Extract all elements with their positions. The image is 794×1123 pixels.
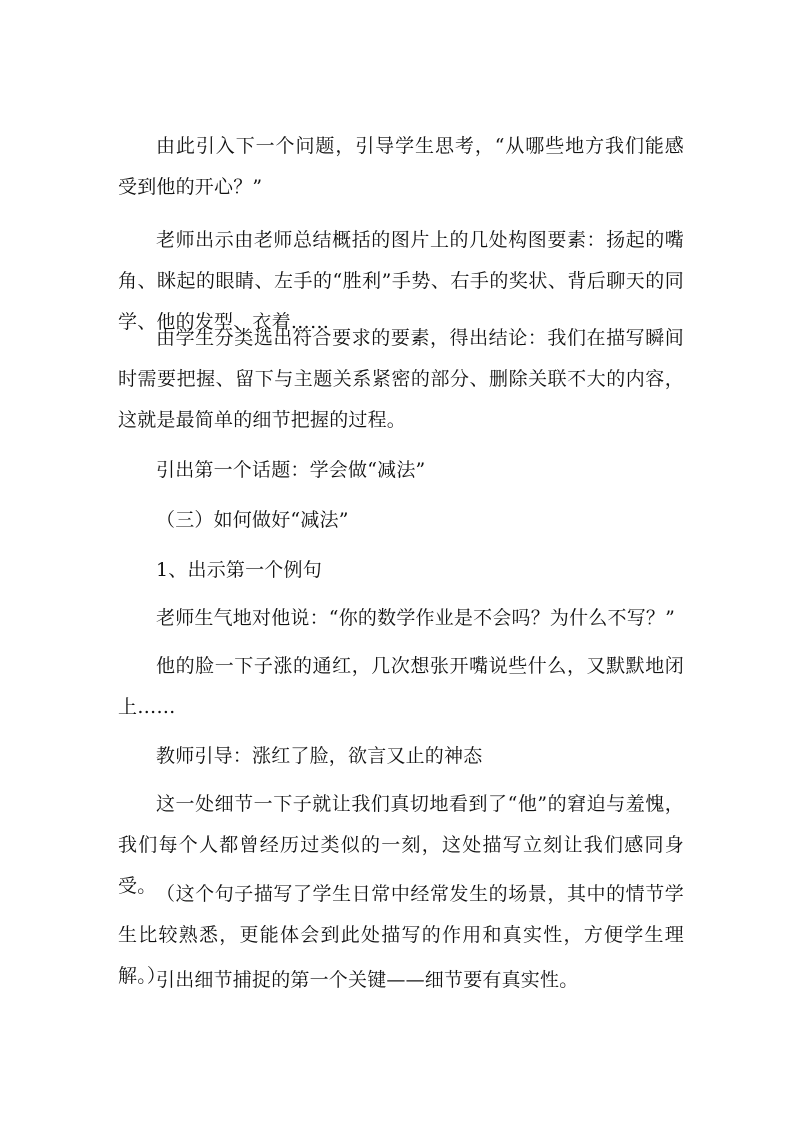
paragraph-12: 引出细节捕捉的第一个关键——细节要有真实性。 [156,969,579,991]
paragraph-1: 由此引入下一个问题，引导学生思考，“从哪些地方我们能感受到他的开心？” [118,135,684,198]
paragraph-7: 老师生气地对他说：“你的数学作业是不会吗？为什么不写？” [156,607,676,629]
paragraph-10: 这一处细节一下子就让我们真切地看到了“他”的窘迫与羞愧，我们每个人都曾经历过类似的一刻，这处描写立刻让我们感同身受。 [118,793,684,897]
paragraph-3: 由学生分类选出符合要求的要素，得出结论：我们在描写瞬间时需要把握、留下与主题关系紧密的部分、删除关联不大的内容，这就是最简单的细节把握的过程。 [118,327,684,431]
paragraph-4: 引出第一个话题：学会做“减法” [156,459,426,481]
paragraph-2: 老师出示由老师总结概括的图片上的几处构图要素：扬起的嘴角、眯起的眼睛、左手的“胜利”手势、右手的奖状、背后聊天的同学、他的发型、衣着…… [118,229,684,333]
paragraph-5: （三）如何做好“减法” [156,509,349,531]
paragraph-11: （这个句子描写了学生日常中经常发生的场景，其中的情节学生比较熟悉，更能体会到此处描写的作用和真实性，方便学生理解。） [118,883,684,987]
paragraph-9: 教师引导：涨红了脸，欲言又止的神态 [156,745,483,767]
paragraph-8: 他的脸一下子涨的通红，几次想张开嘴说些什么，又默默地闭上…… [118,655,684,718]
paragraph-6: 1、出示第一个例句 [156,559,322,581]
